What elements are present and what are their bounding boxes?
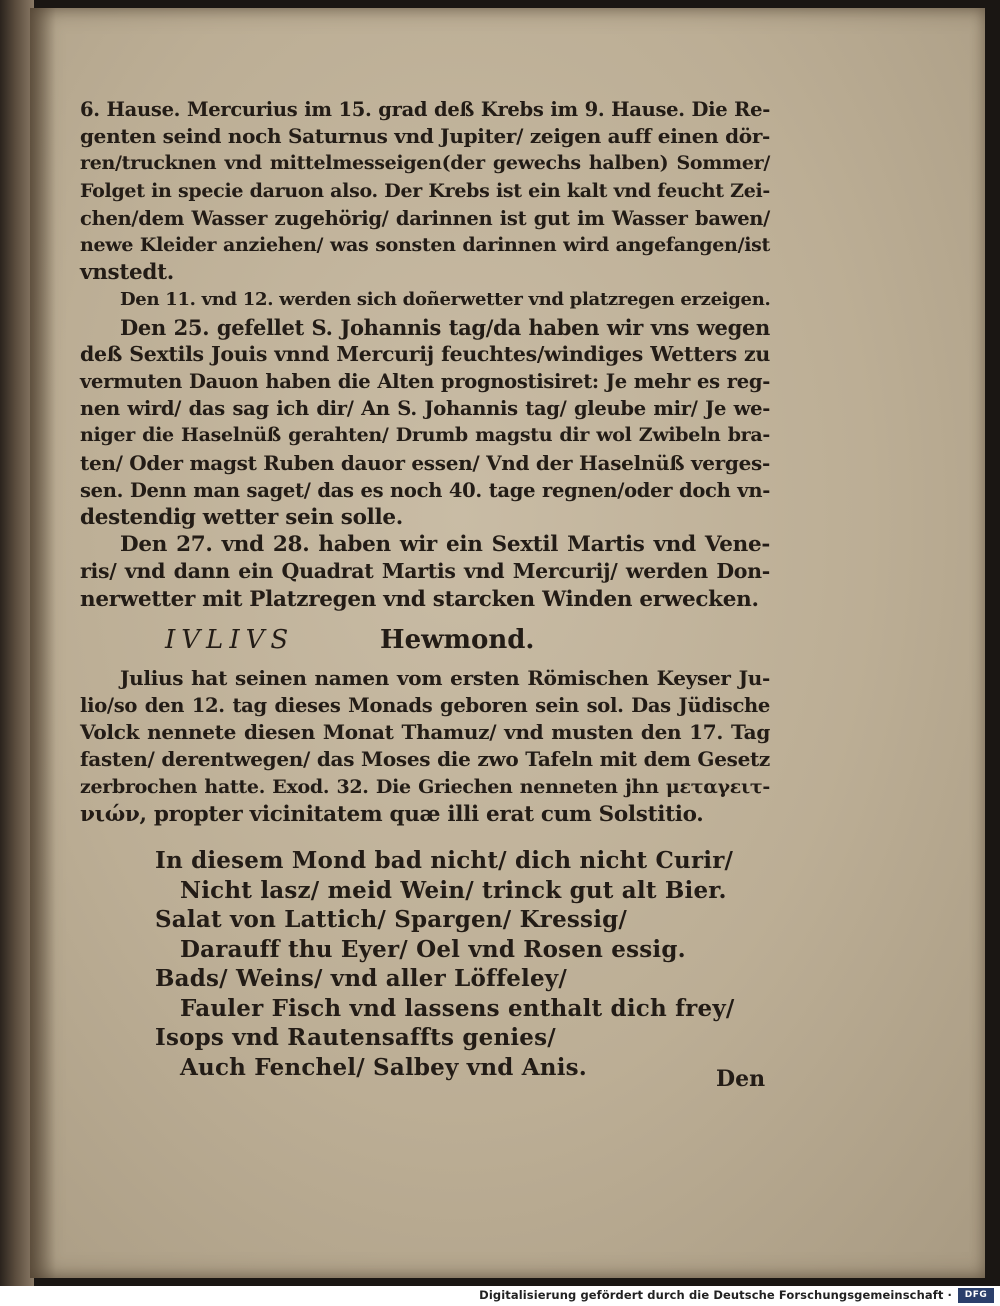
paragraph-thunder: Den 11. vnd 12. werden sich doñerwetter vnd platzregen erzeigen. <box>120 289 771 311</box>
text-line: nerwetter mit Platzregen vnd starcken Winden erwecken. <box>80 586 759 612</box>
dfg-logo: DFG <box>958 1288 994 1303</box>
scan-edge <box>0 0 34 1290</box>
text-line: Den 25. gefellet S. Johannis tag/da haben wir vns wegen <box>120 314 770 340</box>
text-line: genten seind noch Saturnus vnd Jupiter/ zeigen auff einen dör- <box>80 124 771 149</box>
verse-line: Bads/ Weins/ vnd aller Löffeley/ <box>155 965 567 993</box>
text-line: deß Sextils Jouis vnnd Mercurij feuchtes/windiges Wetters zu <box>80 341 770 366</box>
catchword: Den <box>716 1066 766 1092</box>
text-line: vermuten Dauon haben die Alten prognostisiret: Je mehr es reg- <box>80 370 770 394</box>
month-heading-latin: IVLIVS <box>165 624 295 655</box>
paragraph-sextil <box>80 531 770 613</box>
text-line: destendig wetter sein solle. <box>80 505 403 531</box>
text-line: vnstedt. <box>80 260 174 286</box>
verse-line: Salat von Lattich/ Spargen/ Kressig/ <box>155 906 628 934</box>
paragraph-julius <box>80 665 770 828</box>
text-line: 6. Hause. Mercurius im 15. grad deß Krebs im 9. Hause. Die Re- <box>80 98 770 121</box>
month-heading-german: Hewmond. <box>380 624 535 655</box>
text-line: ris/ vnd dann ein Quadrat Martis vnd Mercurij/ werden Don- <box>80 559 770 584</box>
text-line: zerbrochen hatte. Exod. 32. Die Griechen nenneten jhn μεταγειτ- <box>80 775 770 798</box>
text-line: fasten/ derentwegen/ das Moses die zwo Tafeln mit dem Gesetz <box>80 747 770 772</box>
verse-line: Auch Fenchel/ Salbey vnd Anis. <box>180 1053 588 1081</box>
verse-line: Nicht lasz/ meid Wein/ trinck gut alt Bier. <box>180 876 727 904</box>
verse-line: In diesem Mond bad nicht/ dich nicht Curir/ <box>155 847 734 875</box>
paragraph-johannis <box>80 314 770 532</box>
text-line: Den 27. vnd 28. haben wir ein Sextil Martis vnd Vene- <box>120 532 770 558</box>
paragraph-intro <box>80 96 770 286</box>
verse-line: Isops vnd Rautensaffts genies/ <box>155 1024 556 1052</box>
funding-notice: Digitalisierung gefördert durch die Deutsche Forschungsgemeinschaft · <box>479 1288 952 1302</box>
page-text <box>80 96 770 1082</box>
text-line: sen. Denn man saget/ das es noch 40. tage regnen/oder doch vn- <box>80 478 770 502</box>
text-line: chen/dem Wasser zugehörig/ darinnen ist gut im Wasser bawen/ <box>80 206 770 230</box>
text-line: lio/so den 12. tag dieses Monads geboren sein sol. Das Jüdische <box>80 694 770 718</box>
text-line: νιών, propter vicinitatem quæ illi erat cum Solstitio. <box>80 801 704 827</box>
verse-line: Darauff thu Eyer/ Oel vnd Rosen essig. <box>180 935 686 963</box>
text-line: Folget in specie daruon also. Der Krebs ist ein kalt vnd feucht Zei- <box>80 179 770 202</box>
text-line: nen wird/ das sag ich dir/ An S. Johannis tag/ gleube mir/ Je we- <box>80 397 770 421</box>
text-line: ten/ Oder magst Ruben dauor essen/ Vnd der Haselnüß verges- <box>80 450 770 475</box>
text-line: Volck nennete diesen Monat Thamuz/ vnd musten den 17. Tag <box>80 720 770 745</box>
verse-block <box>80 846 770 1082</box>
text-line: Julius hat seinen namen vom ersten Römischen Keyser Ju- <box>120 665 770 690</box>
footer-bar <box>0 1286 1000 1306</box>
verse-line: Fauler Fisch vnd lassens enthalt dich frey/ <box>180 994 735 1022</box>
text-line: newe Kleider anziehen/ was sonsten darinnen wird angefangen/ist <box>80 234 770 257</box>
page-gutter-shadow <box>30 8 56 1278</box>
month-heading <box>80 619 770 661</box>
text-line: ren/trucknen vnd mittelmesseigen(der gewechs halben) Sommer/ <box>80 152 770 175</box>
text-line: niger die Haselnüß gerahten/ Drumb magstu dir wol Zwibeln bra- <box>80 424 770 447</box>
